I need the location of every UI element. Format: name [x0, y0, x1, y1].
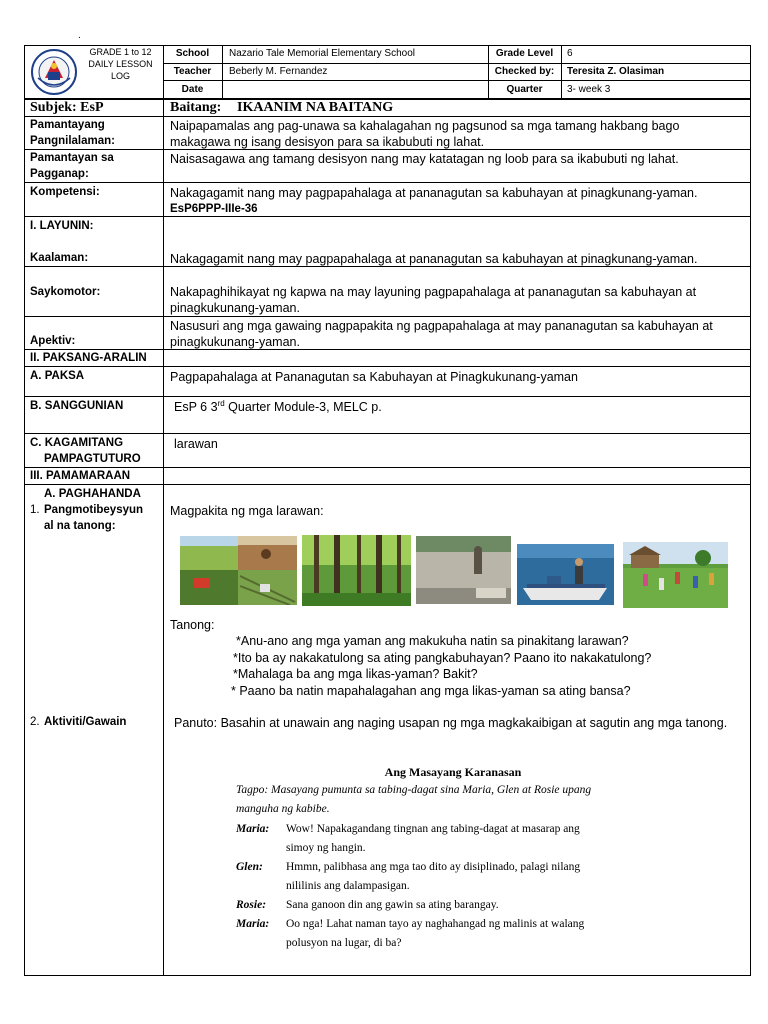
forest-image [302, 535, 411, 606]
aktiviti-label: Aktiviti/Gawain [44, 716, 127, 728]
pagganap-text: Naisasagawa ang tamang desisyon nang may katatagan ng loob para sa ikabubuti ng lahat. [170, 152, 679, 166]
sanggunian-post: Quarter Module-3, MELC p. [224, 400, 382, 414]
grade-label-line2: DAILY LESSON [88, 59, 153, 69]
tanong-label: Tanong: [170, 618, 215, 632]
paksa-text: Pagpapahalaga at Pananagutan sa Kabuhayan at Pinagkukunang-yaman [170, 370, 578, 384]
story-speaker-4: Maria: [236, 918, 270, 930]
grade-label-line3: LOG [110, 71, 130, 81]
date-label: Date [181, 84, 204, 95]
story-title: Ang Masayang Karanasan [384, 765, 522, 779]
aktiviti-text: Panuto: Basahin at unawain ang naging usapan ng mga magkakaibigan at sagutin ang mga tanong. [174, 716, 728, 730]
pangmoti-label-1: Pangmotibeysyun [44, 504, 144, 516]
kaalaman-label: Kaalaman: [30, 252, 89, 264]
kagamitang-label-2: PAMPAGTUTURO [44, 453, 141, 465]
saykomotor-label: Saykomotor: [30, 286, 101, 298]
quarter-value: 3- week 3 [567, 84, 611, 95]
story-line-4a: Oo nga! Lahat naman tayo ay naghahangad ng malinis at walang [286, 918, 585, 930]
grade-level-value: 6 [567, 48, 573, 59]
baitang-value: IKAANIM NA BAITANG [237, 100, 394, 115]
pagganap-label-1: Pamantayan sa [30, 152, 114, 164]
grade-label-line1: GRADE 1 to 12 [89, 47, 152, 57]
pamantayang-text-2: makagawa ng isang desisyon para sa ikabubuti ng lahat. [170, 135, 485, 149]
paksang-aralin-label: II. PAKSANG-ARALIN [30, 352, 147, 364]
question-1: *Anu-ano ang mga yaman ang makukuha natin sa pinakitang larawan? [236, 634, 629, 648]
apektiv-text-2: pinagkukunang-yaman. [170, 335, 300, 349]
kaalaman-text: Nakagagamit nang may pagpapahalaga at pananagutan sa kabuhayan at pinagkunang-yaman. [170, 252, 698, 266]
story-speaker-3: Rosie: [236, 899, 267, 911]
pamantayang-text-1: Naipapamalas ang pag-unawa sa kahalagahan ng pagsunod sa mga tamang hakbang bago [170, 119, 680, 133]
teacher-value: Beberly M. Fernandez [229, 66, 328, 77]
fishpond-image [416, 536, 511, 604]
pamamaraan-label: III. PAMAMARAAN [30, 470, 131, 482]
grade-level-label: Grade Level [495, 48, 554, 59]
kagamitang-label-1: C. KAGAMITANG [30, 437, 124, 449]
quarter-label: Quarter [506, 84, 543, 95]
checked-by-value: Teresita Z. Olasiman [567, 66, 665, 77]
story-line-1a: Wow! Napakagandang tingnan ang tabing-dagat at masarap ang [286, 823, 580, 835]
baitang-label: Baitang: [170, 100, 222, 115]
farm-collage-image [180, 536, 297, 605]
story-speaker-1: Maria: [236, 823, 270, 835]
story-line-2a: Hmmn, palibhasa ang mga tao dito ay disiplinado, palagi nilang [286, 861, 581, 873]
apektiv-text-1: Nasusuri ang mga gawaing nagpapakita ng pagpapahalaga at may pananagutan sa kabuhayan at [170, 319, 713, 333]
sanggunian-pre: EsP 6 3 [174, 400, 218, 414]
checked-by-label: Checked by: [494, 66, 555, 77]
kompetensi-code: EsP6PPP-IIIe-36 [170, 203, 258, 215]
sanggunian-sup: rd [217, 398, 225, 408]
teacher-label: Teacher [173, 66, 212, 77]
paksa-label: A. PAKSA [30, 370, 85, 382]
fisherman-boat-image [517, 544, 614, 605]
question-4: * Paano ba natin mapahalagahan ang mga likas-yaman sa ating bansa? [231, 684, 631, 698]
question-3: *Mahalaga ba ang mga likas-yaman? Bakit? [233, 667, 478, 681]
rice-field-workers-image [623, 542, 728, 608]
school-value: Nazario Tale Memorial Elementary School [229, 48, 416, 59]
layunin-label: I. LAYUNIN: [30, 220, 94, 232]
kompetensi-label: Kompetensi: [30, 186, 100, 198]
kagamitang-text: larawan [174, 437, 218, 451]
stray-dot: . [78, 30, 81, 41]
deped-seal-logo [30, 48, 78, 96]
question-2: *Ito ba ay nakakatulong sa ating pangkabuhayan? Paano ito nakakatulong? [233, 651, 652, 665]
pangmoti-number: 1. [30, 504, 40, 516]
subject-label: Subjek: EsP [30, 100, 104, 115]
story-tagpo-2: manguha ng kabibe. [236, 803, 330, 815]
apektiv-label: Apektiv: [30, 335, 76, 347]
story-line-1b: simoy ng hangin. [286, 842, 366, 854]
pagganap-label-2: Pagganap: [30, 168, 89, 180]
pamantayang-label-1: Pamantayang [30, 119, 105, 131]
kompetensi-text: Nakagagamit nang may pagpapahalaga at pananagutan sa kabuhayan at pinagkunang-yaman. [170, 186, 698, 200]
aktiviti-number: 2. [30, 716, 40, 728]
sanggunian-text [174, 399, 382, 415]
pangmoti-text: Magpakita ng mga larawan: [170, 504, 324, 518]
pamantayang-label-2: Pangnilalaman: [30, 135, 115, 147]
saykomotor-text-1: Nakapaghihikayat ng kapwa na may layuning pagpapahalaga at pananagutan sa kabuhayan at [170, 285, 697, 299]
story-line-4b: polusyon na lugar, di ba? [286, 937, 402, 949]
pangmoti-label-2: al na tanong: [44, 520, 116, 532]
story-tagpo-1: Tagpo: Masayang pumunta sa tabing-dagat sina Maria, Glen at Rosie upang [236, 784, 592, 796]
sanggunian-label: B. SANGGUNIAN [30, 400, 124, 412]
story-speaker-2: Glen: [236, 861, 263, 873]
story-line-3a: Sana ganoon din ang gawin sa ating barangay. [286, 899, 499, 911]
story-line-2b: nililinis ang dalampasigan. [286, 880, 410, 892]
school-label: School [175, 48, 210, 59]
paghahanda-label: A. PAGHAHANDA [44, 488, 141, 500]
saykomotor-text-2: pinagkukunang-yaman. [170, 301, 300, 315]
